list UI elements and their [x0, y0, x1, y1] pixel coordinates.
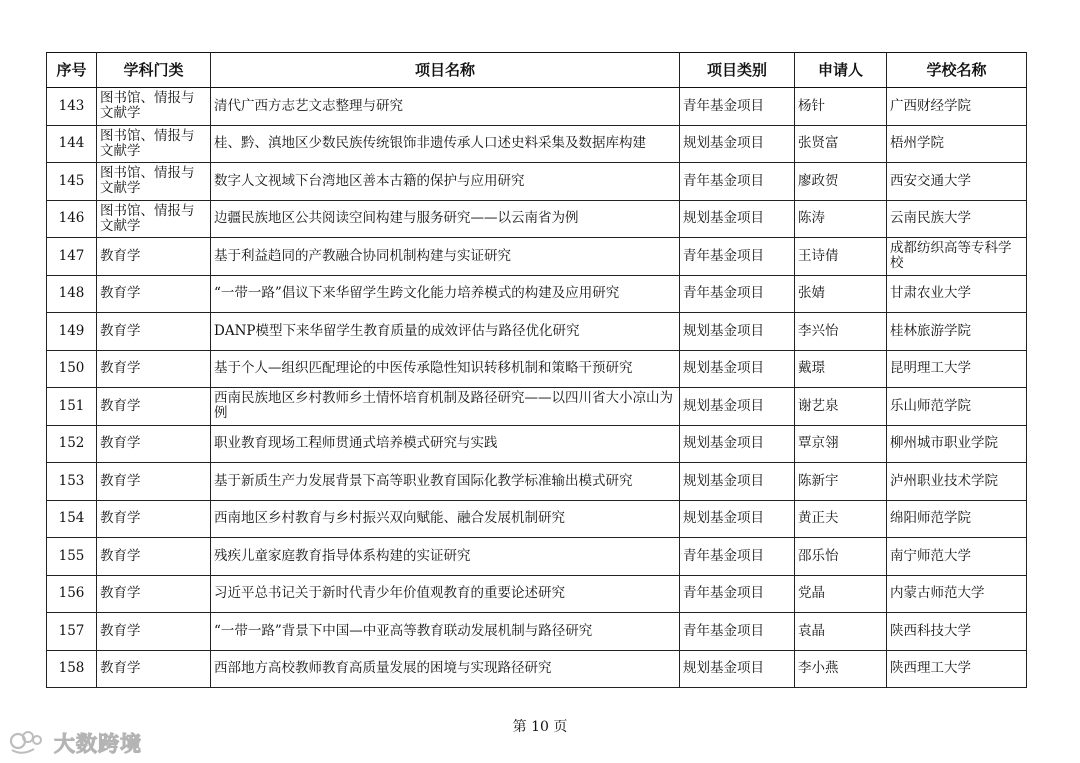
row-project-name: 职业教育现场工程师贯通式培养模式研究与实践: [211, 425, 680, 463]
row-project-category: 规划基金项目: [680, 200, 795, 238]
row-school: 成都纺织高等专科学校: [887, 238, 1027, 276]
row-school: 内蒙古师范大学: [887, 575, 1027, 613]
row-discipline: 教育学: [97, 613, 211, 651]
row-project-category: 规划基金项目: [680, 650, 795, 688]
table-row: [47, 575, 1027, 613]
row-project-category: 青年基金项目: [680, 88, 795, 126]
row-school: 乐山师范学院: [887, 388, 1027, 426]
row-school: 昆明理工大学: [887, 350, 1027, 388]
row-project-name: 西部地方高校教师教育高质量发展的困境与实现路径研究: [211, 650, 680, 688]
table-row: [47, 613, 1027, 651]
row-discipline: 教育学: [97, 388, 211, 426]
row-discipline: 教育学: [97, 575, 211, 613]
row-index: 157: [47, 613, 97, 651]
table-row: [47, 463, 1027, 501]
header-applicant: 申请人: [795, 53, 887, 88]
row-applicant: 杨针: [795, 88, 887, 126]
table-row: [47, 350, 1027, 388]
row-applicant: 戴璟: [795, 350, 887, 388]
header-discipline: 学科门类: [97, 53, 211, 88]
row-discipline: 图书馆、情报与文献学: [97, 125, 211, 163]
row-applicant: 谢艺泉: [795, 388, 887, 426]
row-index: 144: [47, 125, 97, 163]
row-applicant: 张婧: [795, 275, 887, 313]
row-school: 梧州学院: [887, 125, 1027, 163]
row-discipline: 教育学: [97, 650, 211, 688]
row-applicant: 党晶: [795, 575, 887, 613]
row-school: 泸州职业技术学院: [887, 463, 1027, 501]
row-project-name: 基于新质生产力发展背景下高等职业教育国际化教学标准输出模式研究: [211, 463, 680, 501]
row-project-name: 西南地区乡村教育与乡村振兴双向赋能、融合发展机制研究: [211, 500, 680, 538]
row-discipline: 教育学: [97, 500, 211, 538]
page-number: 第 10 页: [512, 719, 568, 735]
watermark: [8, 727, 142, 759]
table-header-row: [47, 53, 1027, 88]
row-discipline: 教育学: [97, 313, 211, 351]
row-school: 云南民族大学: [887, 200, 1027, 238]
row-school: 桂林旅游学院: [887, 313, 1027, 351]
row-project-category: 青年基金项目: [680, 575, 795, 613]
row-project-name: 习近平总书记关于新时代青少年价值观教育的重要论述研究: [211, 575, 680, 613]
header-school: 学校名称: [887, 53, 1027, 88]
row-index: 151: [47, 388, 97, 426]
table-row: [47, 88, 1027, 126]
table-row: [47, 650, 1027, 688]
row-discipline: 教育学: [97, 425, 211, 463]
row-discipline: 教育学: [97, 238, 211, 276]
row-index: 146: [47, 200, 97, 238]
row-project-category: 青年基金项目: [680, 238, 795, 276]
row-applicant: 黄正夫: [795, 500, 887, 538]
table-row: [47, 200, 1027, 238]
row-applicant: 邵乐怡: [795, 538, 887, 576]
row-project-category: 规划基金项目: [680, 350, 795, 388]
table-row: [47, 425, 1027, 463]
row-project-category: 青年基金项目: [680, 275, 795, 313]
row-project-category: 规划基金项目: [680, 500, 795, 538]
row-applicant: 陈涛: [795, 200, 887, 238]
table-row: [47, 388, 1027, 426]
row-applicant: 李小燕: [795, 650, 887, 688]
row-discipline: 教育学: [97, 538, 211, 576]
header-index: 序号: [47, 53, 97, 88]
row-index: 154: [47, 500, 97, 538]
row-school: 西安交通大学: [887, 163, 1027, 201]
row-project-category: 青年基金项目: [680, 613, 795, 651]
row-school: 甘肃农业大学: [887, 275, 1027, 313]
table-body: [47, 88, 1027, 688]
row-index: 147: [47, 238, 97, 276]
row-project-category: 青年基金项目: [680, 538, 795, 576]
row-project-name: “一带一路”倡议下来华留学生跨文化能力培养模式的构建及应用研究: [211, 275, 680, 313]
row-project-name: 数字人文视域下台湾地区善本古籍的保护与应用研究: [211, 163, 680, 201]
row-applicant: 陈新宇: [795, 463, 887, 501]
row-index: 156: [47, 575, 97, 613]
row-project-category: 规划基金项目: [680, 388, 795, 426]
row-project-name: 西南民族地区乡村教师乡土情怀培育机制及路径研究——以四川省大小凉山为例: [211, 388, 680, 426]
row-school: 陕西科技大学: [887, 613, 1027, 651]
row-project-name: 残疾儿童家庭教育指导体系构建的实证研究: [211, 538, 680, 576]
table-row: [47, 275, 1027, 313]
row-index: 153: [47, 463, 97, 501]
project-table: [46, 52, 1027, 688]
row-applicant: 张贤富: [795, 125, 887, 163]
row-project-name: 基于利益趋同的产教融合协同机制构建与实证研究: [211, 238, 680, 276]
row-discipline: 教育学: [97, 275, 211, 313]
row-school: 柳州城市职业学院: [887, 425, 1027, 463]
row-project-category: 规划基金项目: [680, 125, 795, 163]
row-index: 158: [47, 650, 97, 688]
row-discipline: 教育学: [97, 463, 211, 501]
row-applicant: 廖政贺: [795, 163, 887, 201]
row-index: 143: [47, 88, 97, 126]
row-applicant: 李兴怡: [795, 313, 887, 351]
row-applicant: 王诗倩: [795, 238, 887, 276]
watermark-logo-icon: [8, 728, 48, 758]
row-project-category: 规划基金项目: [680, 425, 795, 463]
row-index: 155: [47, 538, 97, 576]
row-school: 绵阳师范学院: [887, 500, 1027, 538]
header-project-category: 项目类别: [680, 53, 795, 88]
row-discipline: 图书馆、情报与文献学: [97, 88, 211, 126]
table-row: [47, 313, 1027, 351]
table-row: [47, 125, 1027, 163]
watermark-text: 大数跨境: [54, 732, 142, 756]
row-applicant: 覃京翎: [795, 425, 887, 463]
row-index: 145: [47, 163, 97, 201]
table-row: [47, 500, 1027, 538]
row-school: 陕西理工大学: [887, 650, 1027, 688]
row-index: 150: [47, 350, 97, 388]
row-project-category: 规划基金项目: [680, 463, 795, 501]
row-index: 148: [47, 275, 97, 313]
row-index: 152: [47, 425, 97, 463]
table-row: [47, 163, 1027, 201]
table-row: [47, 538, 1027, 576]
row-project-name: “一带一路”背景下中国—中亚高等教育联动发展机制与路径研究: [211, 613, 680, 651]
row-project-name: 桂、黔、滇地区少数民族传统银饰非遗传承人口述史料采集及数据库构建: [211, 125, 680, 163]
row-index: 149: [47, 313, 97, 351]
row-project-name: DANP模型下来华留学生教育质量的成效评估与路径优化研究: [211, 313, 680, 351]
header-project-name: 项目名称: [211, 53, 680, 88]
row-discipline: 教育学: [97, 350, 211, 388]
row-project-name: 基于个人—组织匹配理论的中医传承隐性知识转移机制和策略干预研究: [211, 350, 680, 388]
row-school: 广西财经学院: [887, 88, 1027, 126]
row-project-name: 清代广西方志艺文志整理与研究: [211, 88, 680, 126]
row-applicant: 袁晶: [795, 613, 887, 651]
row-discipline: 图书馆、情报与文献学: [97, 163, 211, 201]
table-row: [47, 238, 1027, 276]
row-school: 南宁师范大学: [887, 538, 1027, 576]
row-discipline: 图书馆、情报与文献学: [97, 200, 211, 238]
row-project-category: 青年基金项目: [680, 163, 795, 201]
row-project-category: 规划基金项目: [680, 313, 795, 351]
row-project-name: 边疆民族地区公共阅读空间构建与服务研究——以云南省为例: [211, 200, 680, 238]
